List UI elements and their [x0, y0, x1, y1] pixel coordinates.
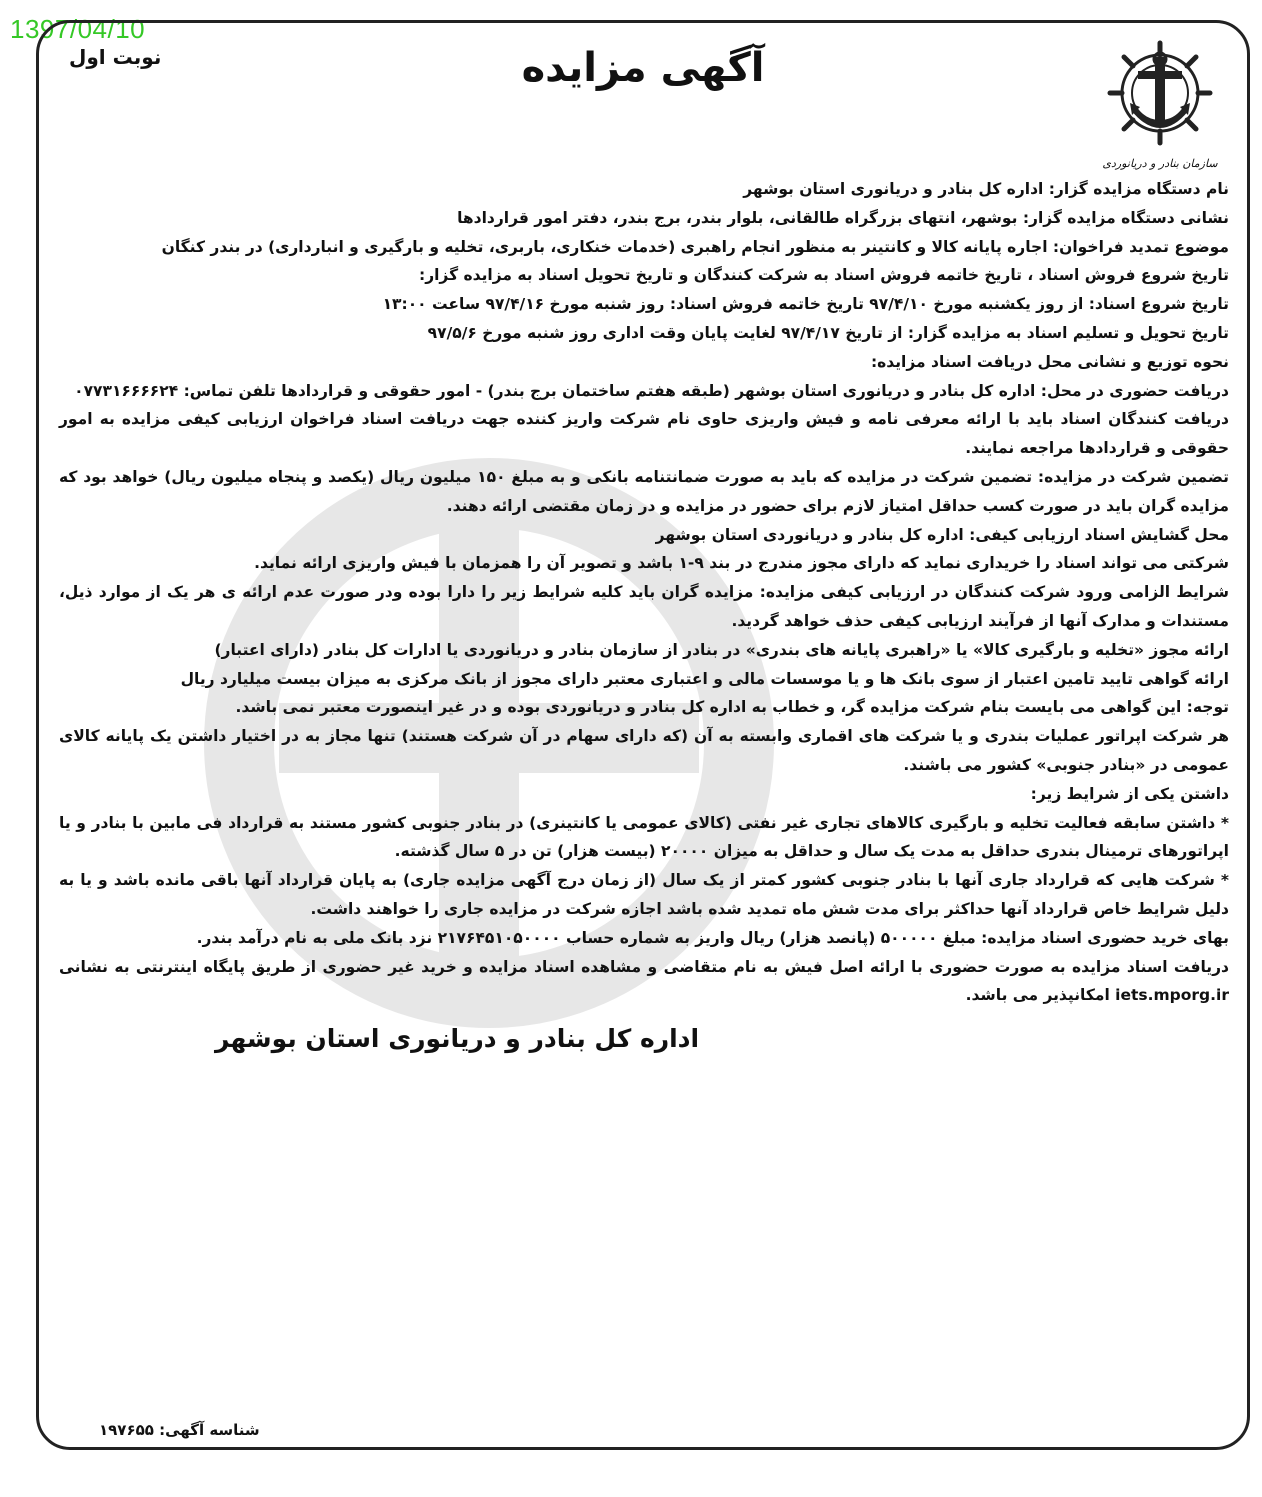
notice-frame: [36, 20, 1250, 1450]
participation-guarantee: تضمین شرکت در مزایده: تضمین شرکت در مزایده که باید به صورت ضمانتنامه بانکی و به مبلغ ۱۵۰ میلیون ریال (یکصد و پنجاه میلیون ریال) خواهد بود که مزایده گران باید در صورت کسب حداقل امتیاز لازم برای حضور در مزایده و در زمان مقتضی ارائه دهند.: [59, 467, 1229, 515]
notice-header: [39, 23, 1247, 173]
operator-limitation: هر شرکت اپراتور عملیات بندری و یا شرکت های اقماری وابسته به آن (که دارای سهام در آن شرکت هستند) تنها مجاز به در اختیار داشتن یک پایانه کالای عمومی در «بنادر جنوبی» کشور می باشند.: [59, 727, 1229, 774]
ad-identifier: شناسه آگهی: ۱۹۷۶۵۵: [99, 1421, 260, 1439]
logo-caption: سازمان بنادر و دریانوردی: [1102, 157, 1218, 170]
condition-current-contract: * شرکت هایی که قرارداد جاری آنها با بنادر جنوبی کشور کمتر از یک سال (از زمان درج آگهی مزایده جاری) به پایان قرارداد آنها باقی مانده باشد و یا به دلیل شرایط خاص قرارداد آنها حداکثر برای مدت شش ماه تمدید شده باشد اجازه شرکت در مزایده جاری را خواهند داشت.: [59, 871, 1229, 918]
document-price: بهای خرید حضوری اسناد مزایده: مبلغ ۵۰۰۰۰۰ (پانصد هزار) ریال واریز به شماره حساب ۲۱۷۶۴۵۱۰۵۰۰۰۰ نزد بانک ملی به نام درآمد بندر.: [196, 928, 1229, 947]
delivery-dates: تاریخ تحویل و تسلیم اسناد به مزایده گزار: از تاریخ ۹۷/۴/۱۷ لغایت پایان وقت اداری روز شنبه مورخ ۹۷/۵/۶: [427, 323, 1229, 342]
extension-subject: موضوع تمدید فراخوان: اجاره پایانه کالا و کانتینر به منظور انجام راهبری (خدمات خنکاری، باربری، تخلیه و بارگیری و انبارداری) در بندر کنگان: [161, 237, 1229, 256]
certificate-note: توجه: این گواهی می بایست بنام شرکت مزایده گر، و خطاب به اداره کل بنادر و دریانوردی بوده و در غیر اینصورت معتبر نمی باشد.: [235, 698, 1229, 717]
credit-certificate: ارائه گواهی تایید تامین اعتبار از سوی بانک ها و یا موسسات مالی و اعتباری معتبر دارای مجوز از بانک مرکزی به میزان بیست میلیارد ریال: [180, 669, 1229, 688]
mandatory-conditions: شرایط الزامی ورود شرکت کنندگان در ارزیابی کیفی مزایده: مزایده گران باید کلیه شرایط زیر را دارا بوده ودر صورت عدم ارائه ی هر یک از موارد ذیل، مستندات و مدارک آنها از فرآیند ارزیابی کیفی حذف خواهد گردید.: [59, 583, 1229, 630]
dates-heading: تاریخ شروع فروش اسناد ، تاریخ خاتمه فروش اسناد به شرکت کنندگان و تاریخ تحویل اسناد به مزایده گزار:: [419, 266, 1229, 285]
publication-round: نوبت اول: [69, 45, 162, 69]
sales-dates: تاریخ شروع اسناد: از روز یکشنبه مورخ ۹۷/۴/۱۰ تاریخ خاتمه فروش اسناد: روز شنبه مورخ ۹۷/۴/۱۶ ساعت ۱۳:۰۰: [382, 295, 1229, 314]
condition-experience: * داشتن سابقه فعالیت تخلیه و بارگیری کالاهای تجاری غیر نفتی (کالای عمومی یا کانتینری) در بنادر جنوبی کشور مستند به قرارداد فی مابین با بنادر و یا اپراتورهای ترمینال بندری حداقل به مدت یک سال و حداقل به میزان ۲۰۰۰۰ (بیست هزار) تن در ۵ سال گذشته.: [59, 813, 1229, 861]
signature-organization: اداره کل بنادر و دریانوری استان بوشهر: [215, 1024, 700, 1054]
purchase-eligibility: شرکتی می تواند اسناد را خریداری نماید که دارای مجوز مندرج در بند ۹-۱ باشد و تصویر آن را همزمان با فیش واریزی ارائه نماید.: [254, 554, 1229, 573]
distribution-heading: نحوه توزیع و نشانی محل دریافت اسناد مزایده:: [870, 352, 1229, 371]
date-stamp: 1397/04/10: [10, 14, 146, 44]
organizer-name: نام دستگاه مزایده گزار: اداره کل بنادر و دریانوری استان بوشهر: [743, 180, 1229, 198]
conditions-heading: داشتن یکی از شرایط زیر:: [1030, 784, 1229, 803]
notice-body: [39, 175, 1247, 1010]
recipient-requirements: دریافت کنندگان اسناد باید با ارائه معرفی نامه و فیش واریزی حاوی نام شرکت واریز کننده جهت دریافت اسناد فراخوان ارزیابی کیفی مزایده به امور حقوقی و قراردادها مراجعه نمایند.: [59, 410, 1229, 458]
organizer-address: نشانی دستگاه مزایده گزار: بوشهر، انتهای بزرگراه طالقانی، بلوار بندر، برج بندر، دفتر امور قراردادها: [457, 208, 1229, 227]
in-person-pickup: دریافت حضوری در محل: اداره کل بنادر و دریانوری استان بوشهر (طبقه هفتم ساختمان برج بندر) - امور حقوقی و قراردادها تلفن تماس: ۰۷۷۳۱۶۶۶۶۲۴: [74, 381, 1229, 400]
license-requirement: ارائه مجوز «تخلیه و بارگیری کالا» یا «راهبری پایانه های بندری» در بنادر از سازمان بنادر و دریانوردی یا ادارات کل بنادر (دارای اعتبار): [214, 640, 1229, 659]
document-acquisition: دریافت اسناد مزایده به صورت حضوری با ارائه اصل فیش به نام متقاضی و مشاهده اسناد مزایده و خرید غیر حضوری از طریق پایگاه اینترنتی به نشانی iets.mporg.ir امکانپذیر می باشد.: [59, 957, 1229, 1005]
opening-location: محل گشایش اسناد ارزیابی کیفی: اداره کل بنادر و دریانوردی استان بوشهر: [655, 525, 1229, 544]
notice-title: آگهی مزایده: [521, 45, 765, 91]
